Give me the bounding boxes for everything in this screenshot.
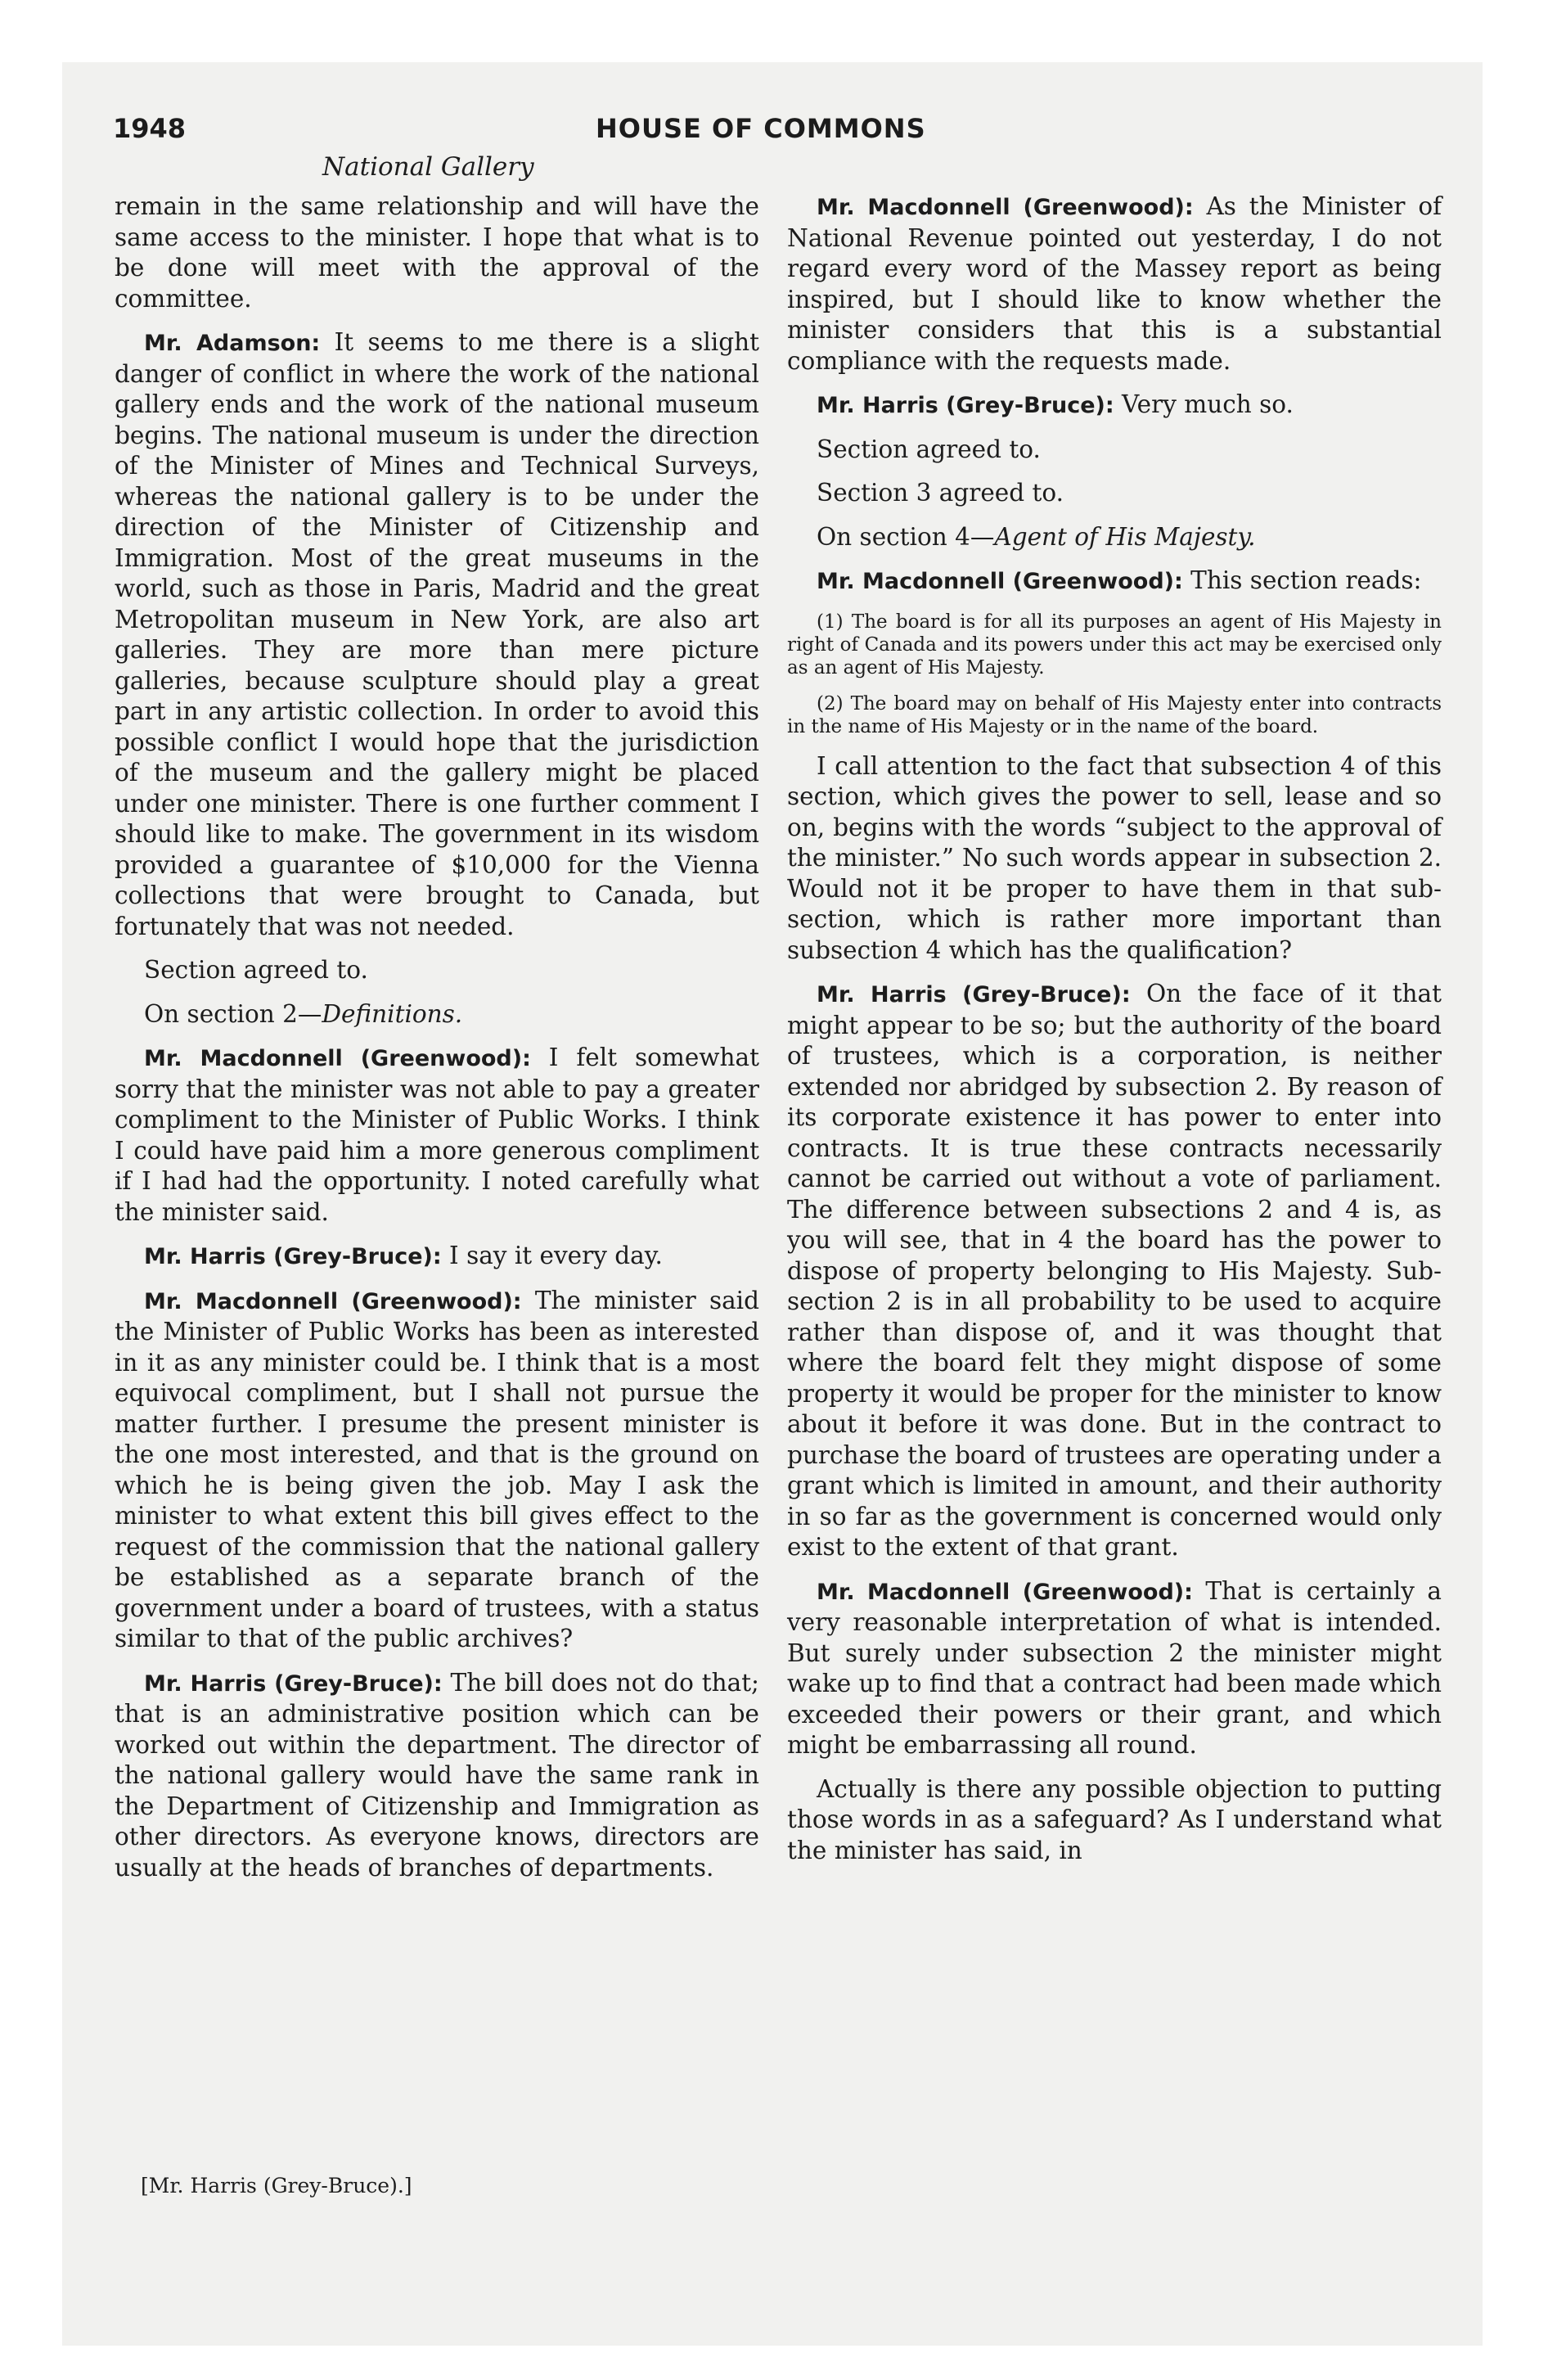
speech xyxy=(787,1576,1442,1761)
proceeding xyxy=(115,999,759,1030)
paragraph-text: Actually is there any possible objection to putting those words in as a safeguard? As I understand what the minister has said, in xyxy=(787,1774,1442,1864)
speech-text: Very much so. xyxy=(1114,390,1294,418)
section-heading: Definitions. xyxy=(322,999,463,1028)
page-number: 1948 xyxy=(113,113,187,144)
speech xyxy=(115,327,759,942)
proceeding-text: On section 2— xyxy=(144,999,322,1028)
proceeding xyxy=(787,478,1442,509)
section-title: National Gallery xyxy=(322,152,534,182)
speech xyxy=(115,1668,759,1884)
proceeding-text: Section 3 agreed to. xyxy=(817,479,1064,507)
speech-text: I say it every day. xyxy=(441,1242,663,1269)
speech xyxy=(115,1286,759,1655)
speech xyxy=(115,1241,759,1273)
right-column xyxy=(787,192,1442,1879)
running-title: HOUSE OF COMMONS xyxy=(596,113,926,144)
speech-text: On the face of it that might appear to be so; but the authority of the board of trustees, which is a corporation, is neither extended nor abridged by subsection 2. By reason of its corporate existence it has power to enter into contracts. It is true these contracts necessarily cannot be carried out without a vote of parliament. The difference between subsections 2 and 4 is, as you will see, that in 4 the board has the power to dispose of property belonging to His Majesty. Subsection 2 is in all probability to be used to acquire rather than dispose of, and it was thought that where the board felt they might dispose of some property it would be proper for the minister to know about it before it was done. But in the contract to purchase the board of trustees are operating under a grant which is limited in amount, and their authority in so far as the government is concerned would only exist to the extent of that grant. xyxy=(787,980,1442,1561)
speech-text: I felt somewhat sorry that the minister was not able to pay a greater compliment to the Minister of Public Works. I think I could have paid him a more generous compliment if I had had the opportunity. I noted carefully what the minister said. xyxy=(115,1044,759,1226)
speaker-name: Mr. Macdonnell (Greenwood): xyxy=(144,1288,522,1314)
quoted-subsection: (1) The board is for all its purposes an agent of His Majesty in right of Canada and its powers under this act may be exercised only as an agent of His Majesty. xyxy=(787,611,1442,678)
speech xyxy=(787,566,1442,597)
speaker-name: Mr. Harris (Grey-Bruce): xyxy=(144,1244,442,1269)
paragraph-text: remain in the same relationship and will have the same access to the minister. I hope that what is to be done will meet with the approval of the committee. xyxy=(115,192,759,313)
speaker-name: Mr. Macdonnell (Greenwood): xyxy=(817,569,1183,594)
speech xyxy=(787,390,1442,421)
proceeding xyxy=(787,522,1442,553)
speaker-name: Mr. Macdonnell (Greenwood): xyxy=(817,195,1194,220)
speaker-name: Mr. Harris (Grey-Bruce): xyxy=(817,982,1131,1007)
speaker-name: Mr. Macdonnell (Greenwood): xyxy=(817,1579,1193,1605)
speech-text: It seems to me there is a slight danger of conflict in where the work of the national gallery ends and the work of the national museum begins. The national museum is under the direction of the Minister of Mines and Technical Surveys, whereas the national gallery is to be under the direction of the Minister of Citizenship and Immigration. Most of the great museums in the world, such as those in Paris, Madrid and the great Metropolitan museum in New York, are also art galleries. They are more than mere picture galleries, because sculpture should play a great part in any artistic collection. In order to avoid this possible conflict I would hope that the jurisdiction of the museum and the gallery might be placed under one minister. There is one further comment I should like to make. The government in its wisdom provided a guarantee of $10,000 for the Vienna collections that were brought to Canada, but fortunately that was not needed. xyxy=(115,328,759,940)
paragraph xyxy=(787,751,1442,967)
speech xyxy=(787,192,1442,376)
proceeding xyxy=(115,955,759,986)
proceeding xyxy=(787,435,1442,466)
proceeding-text: Section agreed to. xyxy=(144,956,368,984)
speaker-name: Mr. Macdonnell (Greenwood): xyxy=(144,1046,531,1071)
page-header xyxy=(113,113,1443,154)
proceeding-text: On section 4— xyxy=(817,522,995,551)
speech-text: That is certainly a very reasonable interpretation of what is intended. But surely under subsection 2 the minister might wake up to find that a contract had been made which exceeded their powers or their grant, and which might be embarrassing all round. xyxy=(787,1576,1442,1759)
paragraph xyxy=(115,192,759,314)
proceeding-text: Section agreed to. xyxy=(817,435,1041,463)
speech-text: The minister said the Minister of Public Works has been as interested in it as any minister could be. I think that is a most equivocal compliment, but I shall not pursue the matter further. I presume the present minister is the one most interested, and that is the ground on which he is being given the job. May I ask the minister to what extent this bill gives effect to the request of the commission that the national gallery be established as a separate branch of the government under a board of trustees, with a status similar to that of the public archives? xyxy=(115,1286,759,1652)
section-heading: Agent of His Majesty. xyxy=(994,522,1256,551)
quoted-subsection: (2) The board may on behalf of His Majesty enter into contracts in the name of His Majesty or in the name of the board. xyxy=(787,692,1442,737)
speaker-attribution: [Mr. Harris (Grey-Bruce).] xyxy=(141,2174,412,2197)
speech xyxy=(115,1043,759,1228)
speaker-name: Mr. Harris (Grey-Bruce): xyxy=(144,1670,443,1697)
paragraph xyxy=(787,1774,1442,1867)
speech-text: As the Minister of National Revenue pointed out yesterday, I do not regard every word of the Massey report as being inspired, but I should like to know whether the minister considers that this is a substantial compliance with the requests made. xyxy=(787,192,1442,375)
speaker-name: Mr. Adamson: xyxy=(144,331,321,356)
speech-text: This section reads: xyxy=(1182,566,1422,594)
speech xyxy=(787,979,1442,1563)
left-column xyxy=(115,192,759,1896)
speech-text: The bill does not do that; that is an administrative position which can be worked out within the department. The director of the national gallery would have the same rank in the Department of Citizenship and Immigration as other directors. As everyone knows, directors are usually at the heads of branches of departments. xyxy=(115,1668,759,1882)
speaker-name: Mr. Harris (Grey-Bruce): xyxy=(817,393,1114,418)
paragraph-text: I call attention to the fact that subsection 4 of this section, which gives the power to sell, lease and so on, begins with the words “subject to the approval of the minister.” No such words appear in subsection 2. Would not it be proper to have them in that subsection, which is rather more important than subsection 4 which has the qualification? xyxy=(787,751,1442,964)
